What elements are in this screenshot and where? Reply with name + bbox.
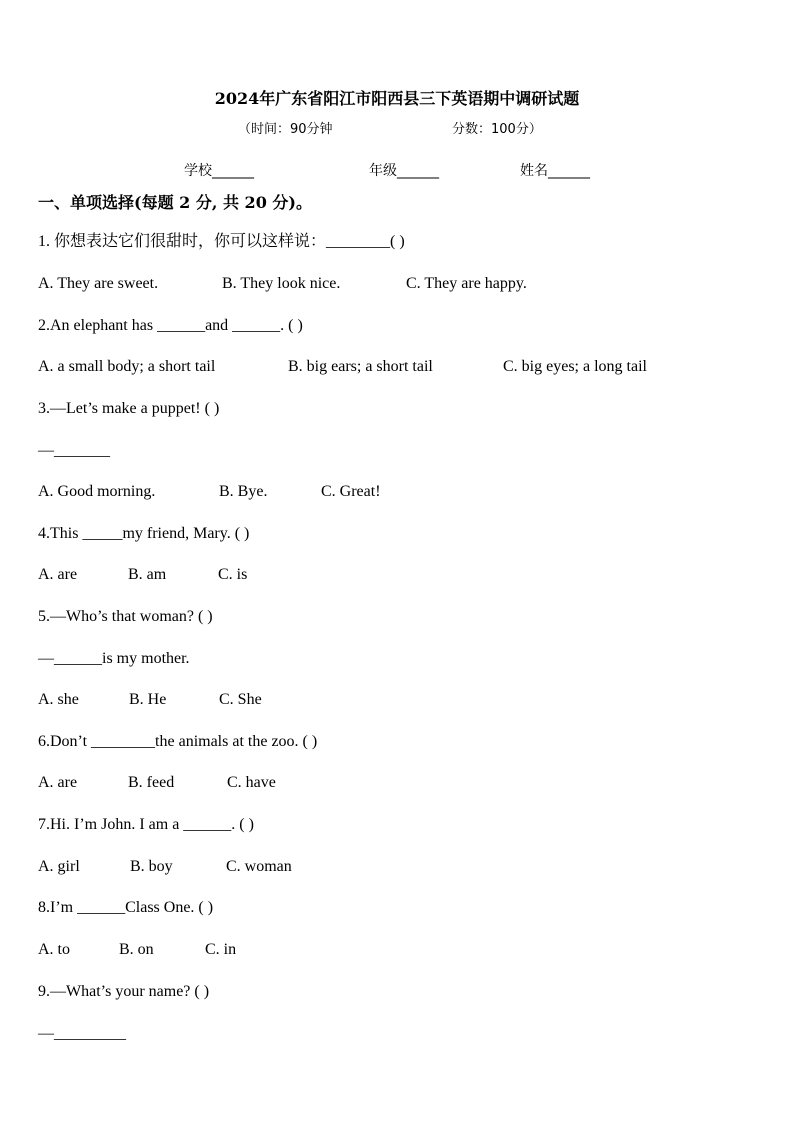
question-3-options — [38, 482, 381, 502]
question-5-prompt: 5.—Who’s that woman? ( ) — [38, 608, 213, 625]
option-a: A. she — [38, 691, 79, 708]
question-9-answer: —_________ — [38, 1025, 126, 1042]
option-a: A. girl — [38, 858, 80, 875]
question-2-prompt: 2.An elephant has ______and ______. ( ) — [38, 317, 303, 334]
option-b: B. am — [128, 566, 167, 583]
option-b: B. Bye. — [219, 483, 268, 500]
option-a: A. Good morning. — [38, 483, 156, 500]
option-b: B. feed — [128, 774, 175, 791]
page-title: 2024年广东省阳江市阳西县三下英语期中调研试题 — [214, 89, 580, 108]
option-c: C. in — [205, 941, 237, 958]
option-b: B. He — [129, 691, 167, 708]
option-c: C. have — [227, 774, 276, 791]
option-b: B. boy — [130, 858, 173, 875]
exam-score: 分数：100分） — [452, 122, 542, 137]
option-a: A. to — [38, 941, 70, 958]
option-c: C. They are happy. — [406, 275, 527, 292]
question-1-options — [38, 274, 527, 294]
option-a: A. a small body; a short tail — [38, 358, 216, 375]
question-1-prompt: 1. 你想表达它们很甜时，你可以这样说：________( ) — [38, 233, 405, 250]
school-field: 学校______ — [184, 163, 254, 179]
question-5-answer: —______is my mother. — [38, 650, 190, 667]
option-c: C. Great! — [321, 483, 381, 500]
option-c: C. is — [218, 566, 248, 583]
question-4-options — [38, 565, 247, 585]
question-7-prompt: 7.Hi. I’m John. I am a ______. ( ) — [38, 816, 254, 833]
question-3-answer: —_______ — [38, 442, 110, 459]
question-8-prompt: 8.I’m ______Class One. ( ) — [38, 899, 214, 916]
question-4-prompt: 4.This _____my friend, Mary. ( ) — [38, 525, 250, 542]
question-5-options — [38, 690, 262, 710]
question-7-options — [38, 857, 292, 877]
option-c: C. big eyes; a long tail — [503, 358, 647, 375]
option-a: A. are — [38, 774, 78, 791]
question-9-prompt: 9.—What’s your name? ( ) — [38, 983, 210, 1000]
option-c: C. She — [219, 691, 262, 708]
option-a: A. are — [38, 566, 78, 583]
section-heading: 一、单项选择(每题 2 分, 共 20 分)。 — [38, 193, 312, 212]
option-b: B. They look nice. — [222, 275, 341, 292]
name-field: 姓名______ — [520, 163, 590, 179]
question-8-options — [38, 940, 236, 960]
question-2-options — [38, 357, 647, 377]
option-c: C. woman — [226, 858, 292, 875]
option-a: A. They are sweet. — [38, 275, 159, 292]
question-6-prompt: 6.Don’t ________the animals at the zoo. ( ) — [38, 733, 318, 750]
question-3-prompt: 3.—Let’s make a puppet! ( ) — [38, 400, 220, 417]
grade-field: 年级______ — [369, 163, 439, 179]
option-b: B. big ears; a short tail — [288, 358, 433, 375]
option-b: B. on — [119, 941, 154, 958]
exam-time: （时间：90分钟 — [238, 122, 333, 137]
question-6-options — [38, 773, 276, 793]
